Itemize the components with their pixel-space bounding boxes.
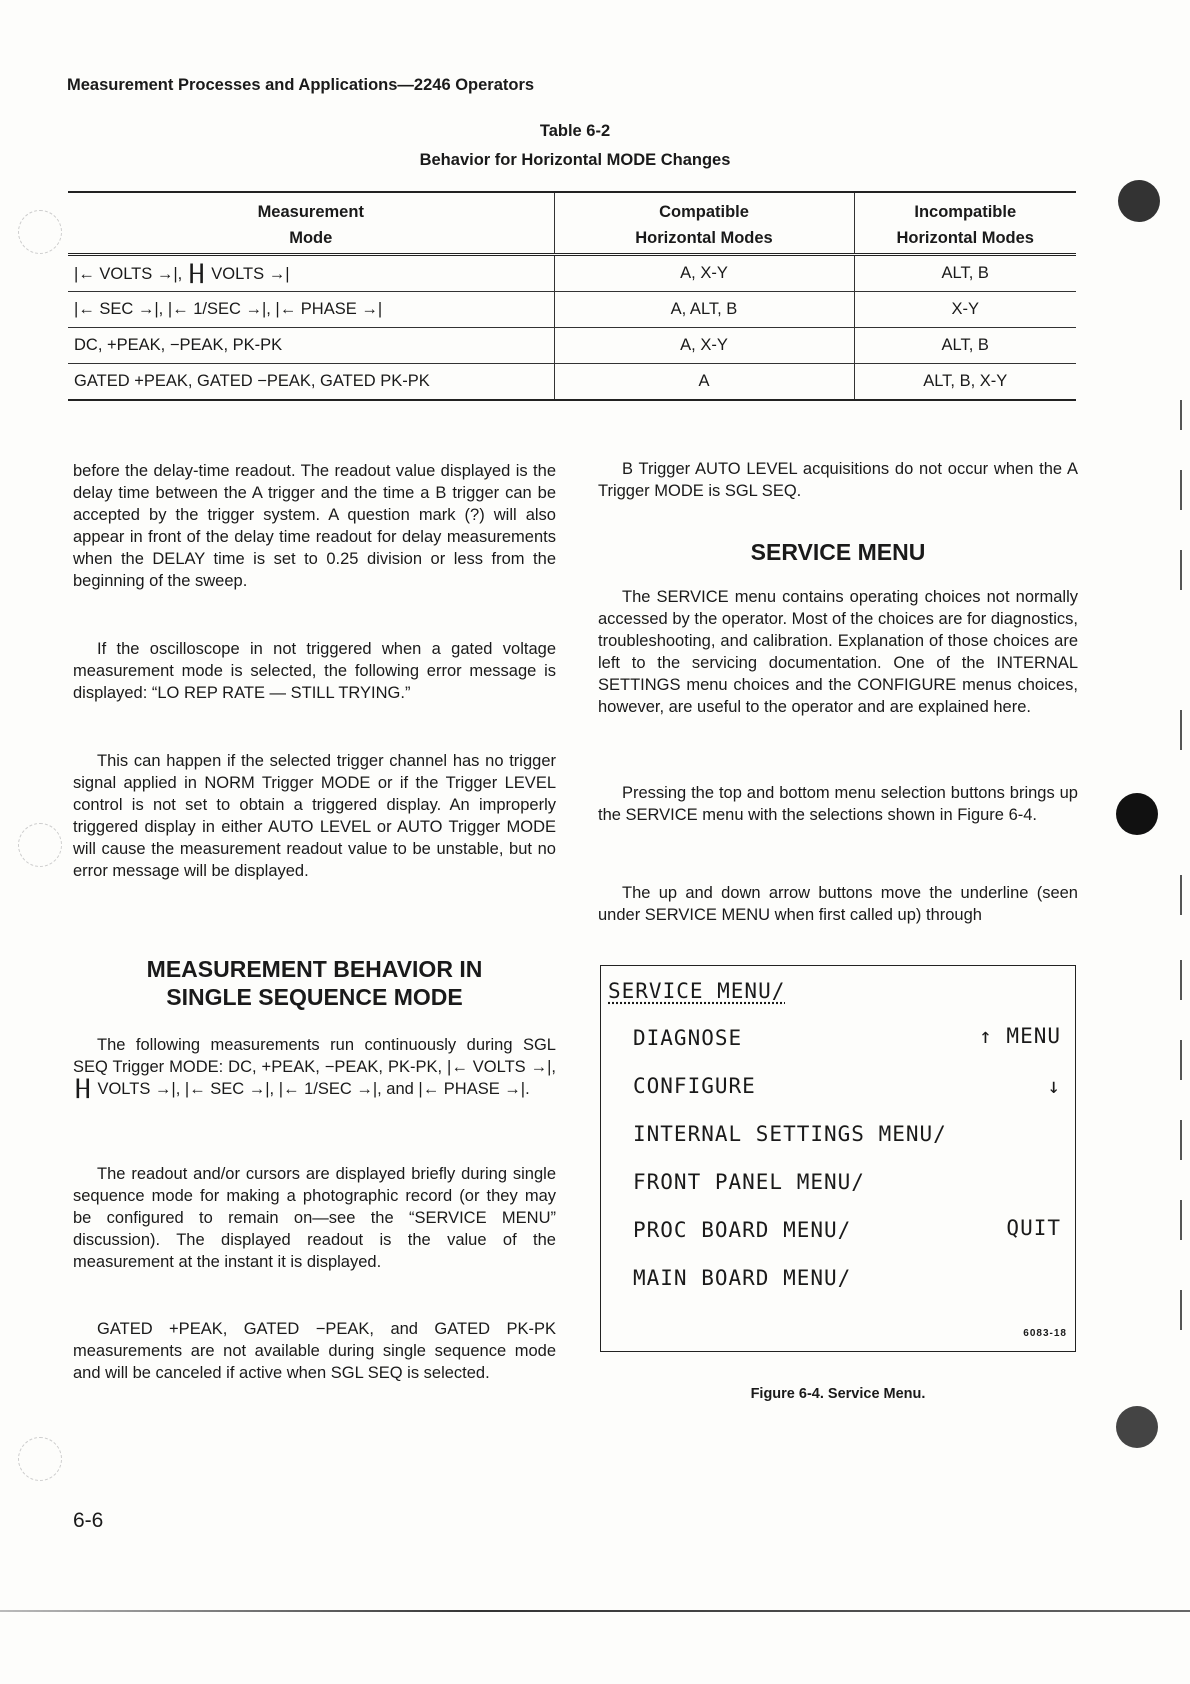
edge-mark xyxy=(1180,1200,1182,1240)
punch-hole xyxy=(1116,793,1158,835)
menu-item-proc-board: PROC BOARD MENU/ xyxy=(633,1218,852,1242)
table-row xyxy=(68,292,1076,328)
down-arrow-icon: ↓ xyxy=(1047,1074,1061,1098)
left-paragraph-1: before the delay-time readout. The readout value displayed is the delay time between the A trigger and the time a B trigger can be accepted by the trigger system. A question mark (?) will also appear in front of the delay time readout for delay measurements when the DELAY time is set to 0.25 division or less from the beginning of the sweep. xyxy=(73,462,556,590)
running-head: Measurement Processes and Applications—2246 Operators xyxy=(67,76,535,94)
table-cell-mode: DC, +PEAK, −PEAK, PK-PK xyxy=(68,328,554,364)
table-cell-mode: |← VOLTS →|, ┠┨ VOLTS →| xyxy=(68,255,554,292)
edge-mark xyxy=(1180,710,1182,750)
quit-label: QUIT xyxy=(1006,1216,1061,1240)
edge-mark xyxy=(1180,470,1182,510)
screen-title: SERVICE MENU/ xyxy=(608,979,786,1003)
punch-hole xyxy=(1118,180,1160,222)
table-cell-mode: |← SEC →|, |← 1/SEC →|, |← PHASE →| xyxy=(68,292,554,328)
table-cell-incompatible: ALT, B, X-Y xyxy=(854,364,1076,401)
faint-hole-mark xyxy=(18,210,62,254)
table-cell-incompatible: X-Y xyxy=(854,292,1076,328)
edge-mark xyxy=(1180,960,1182,1000)
menu-item-main-board: MAIN BOARD MENU/ xyxy=(633,1266,852,1290)
figure-caption: Figure 6-4. Service Menu. xyxy=(750,1386,926,1402)
menu-item-front-panel: FRONT PANEL MENU/ xyxy=(633,1170,865,1194)
edge-mark xyxy=(1180,550,1182,590)
menu-item-internal-settings: INTERNAL SETTINGS MENU/ xyxy=(633,1122,947,1146)
menu-up-label: ↑ MENU xyxy=(979,1024,1061,1048)
faint-hole-mark xyxy=(18,1437,62,1481)
left-paragraph-3: This can happen if the selected trigger channel has no trigger signal applied in NORM Trigger MODE or if the Trigger LEVEL control is not set to obtain a triggered display. An improperly triggered display in either AUTO LEVEL or AUTO Trigger MODE will cause the measurement readout value to be unstable, but no error message will be displayed. xyxy=(73,752,556,880)
table-cell-mode: GATED +PEAK, GATED −PEAK, GATED PK-PK xyxy=(68,364,554,401)
left-paragraph-5: The readout and/or cursors are displayed briefly during single sequence mode for making a photographic record (or they may be configured to remain on—see the “SERVICE MENU” discussion). The displayed readout is the value of the measurement at the instant it is displayed. xyxy=(73,1165,556,1271)
left-paragraph-6: GATED +PEAK, GATED −PEAK, and GATED PK-PK measurements are not available during single sequence mode and will be canceled if active when SGL SEQ is selected. xyxy=(73,1320,556,1382)
edge-mark xyxy=(1180,1040,1182,1080)
table-row xyxy=(68,328,1076,364)
column-header-mode: Measurement Mode xyxy=(68,192,554,255)
table-cell-compatible: A, ALT, B xyxy=(554,292,854,328)
table-cell-incompatible: ALT, B xyxy=(854,328,1076,364)
bottom-rule xyxy=(0,1610,1190,1612)
edge-mark xyxy=(1180,1290,1182,1330)
edge-mark xyxy=(1180,1120,1182,1160)
edge-mark xyxy=(1180,400,1182,430)
menu-item-configure: CONFIGURE xyxy=(633,1074,756,1098)
column-header-incompatible: Incompatible Horizontal Modes xyxy=(854,192,1076,255)
table-cell-compatible: A, X-Y xyxy=(554,255,854,292)
left-paragraph-2: If the oscilloscope in not triggered when a gated voltage measurement mode is selected, the following error message is displayed: “LO REP RATE — STILL TRYING.” xyxy=(73,640,556,702)
table-header-row xyxy=(68,192,1076,255)
table-title: Behavior for Horizontal MODE Changes xyxy=(419,151,731,169)
section-heading-service-menu: SERVICE MENU xyxy=(750,539,926,565)
menu-item-diagnose: DIAGNOSE xyxy=(633,1026,743,1050)
horizontal-mode-table xyxy=(68,191,1076,401)
table-row xyxy=(68,364,1076,401)
right-paragraph-2: The SERVICE menu contains operating choices not normally accessed by the operator. Most of the choices are for diagnostics, troubleshooting, and calibration. Explanation of those choices are left to the servicing documentation. One of the INTERNAL SETTINGS menu choices and the CONFIGURE menus choices, however, are useful to the operator and are explained here. xyxy=(598,588,1078,716)
edge-mark xyxy=(1180,875,1182,915)
table-cell-compatible: A, X-Y xyxy=(554,328,854,364)
column-header-compatible: Compatible Horizontal Modes xyxy=(554,192,854,255)
service-menu-screen xyxy=(600,965,1076,1352)
page-number: 6-6 xyxy=(73,1509,104,1532)
right-paragraph-4: The up and down arrow buttons move the underline (seen under SERVICE MENU when first called up) through xyxy=(598,884,1078,924)
figure-code: 6083-18 xyxy=(1023,1328,1067,1339)
left-paragraph-4: The following measurements run continuously during SGL SEQ Trigger MODE: DC, +PEAK, −PEAK, PK-PK, |← VOLTS →|, ┠┨ VOLTS →|, |← SEC →|, |← 1/SEC →|, and |← PHASE →|. xyxy=(73,1036,556,1098)
right-paragraph-1: B Trigger AUTO LEVEL acquisitions do not occur when the A Trigger MODE is SGL SEQ. xyxy=(598,460,1078,500)
faint-hole-mark xyxy=(18,823,62,867)
table-cell-compatible: A xyxy=(554,364,854,401)
table-cell-incompatible: ALT, B xyxy=(854,255,1076,292)
table-row xyxy=(68,255,1076,292)
section-heading-single-sequence: MEASUREMENT BEHAVIOR IN SINGLE SEQUENCE MODE xyxy=(146,956,483,1010)
punch-hole xyxy=(1116,1406,1158,1448)
table-number: Table 6-2 xyxy=(539,122,611,140)
right-paragraph-3: Pressing the top and bottom menu selection buttons brings up the SERVICE menu with the selections shown in Figure 6-4. xyxy=(598,784,1078,824)
